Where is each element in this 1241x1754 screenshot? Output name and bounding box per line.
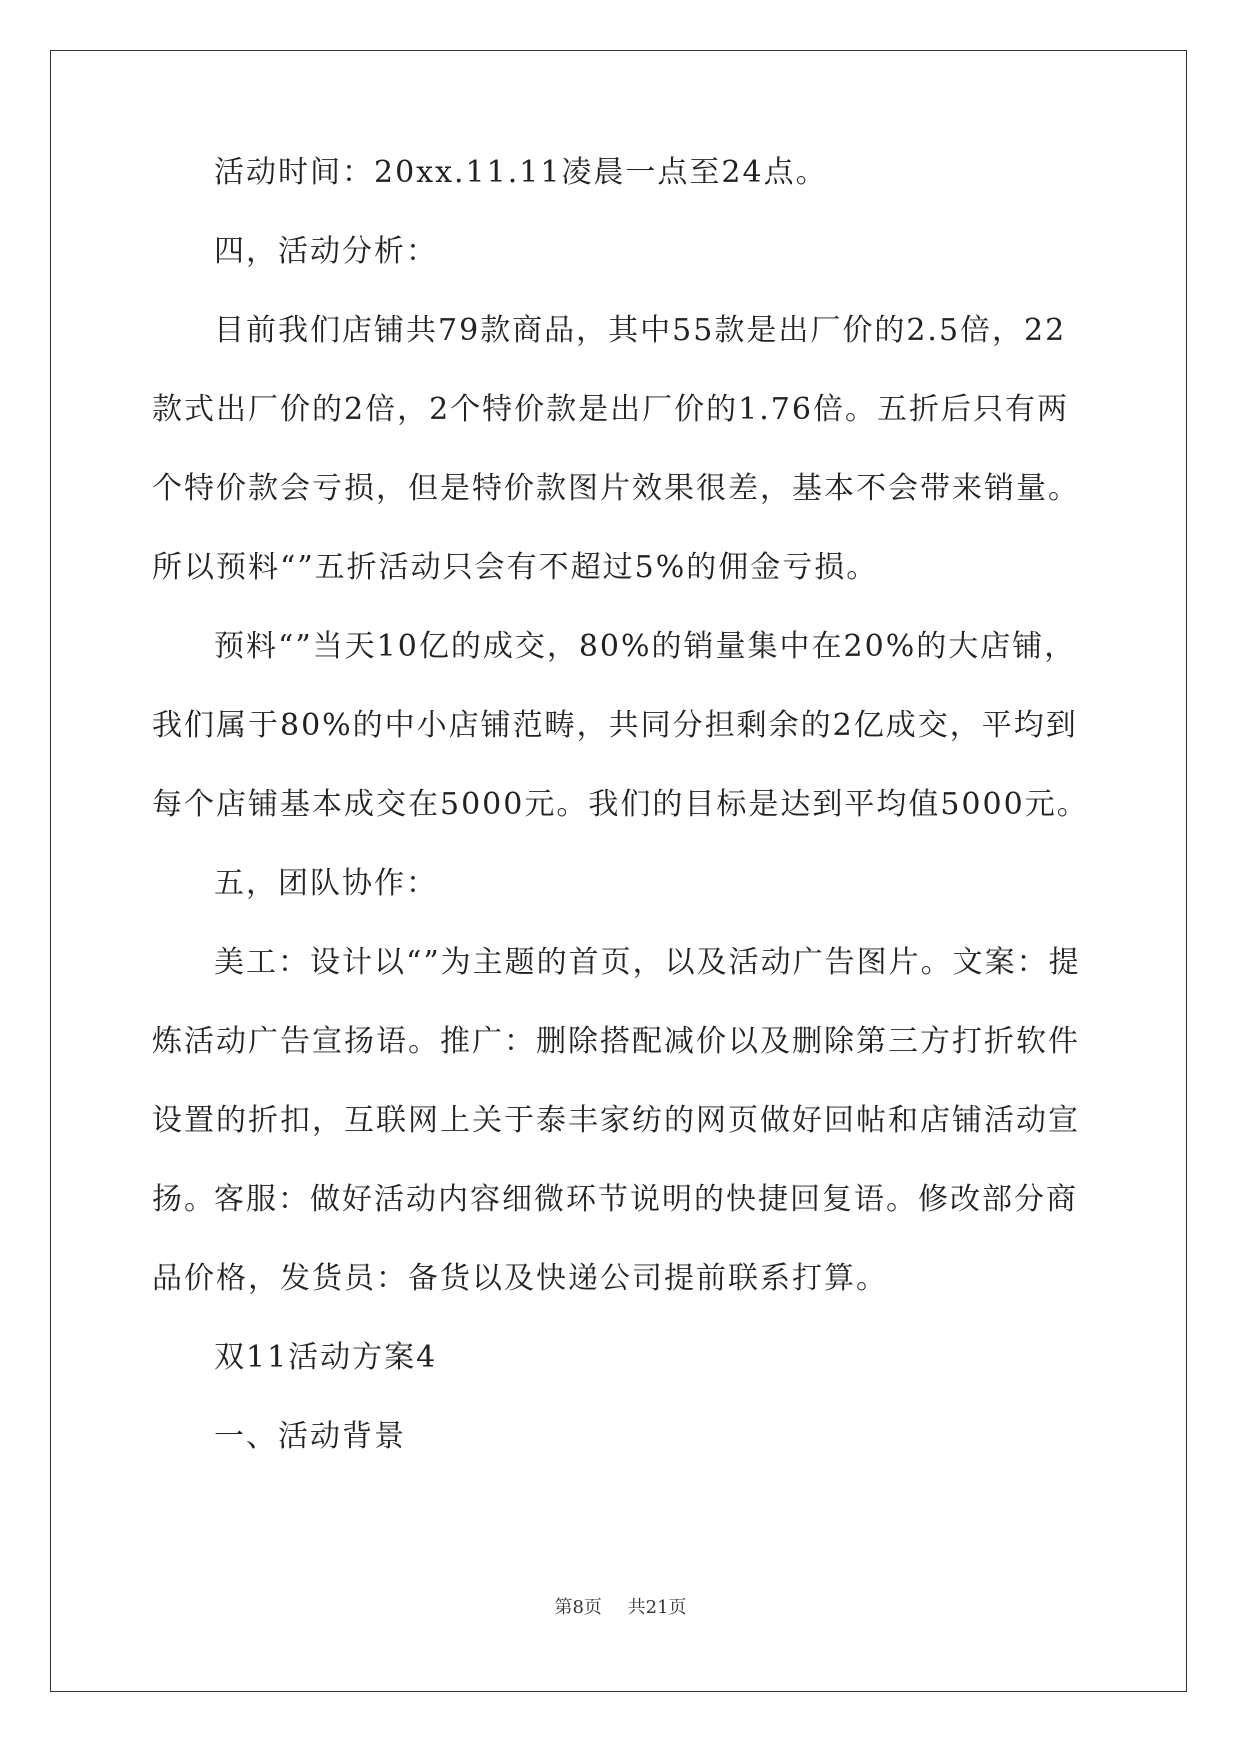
paragraph-customer-service: 客服：做好活动内容细微环节说明的快捷回复语。修改部分商品价格，发货员：备货以及快递公司提前联系打算。 (152, 1182, 1078, 1296)
paragraph-activity-time: 活动时间：20xx.11.11凌晨一点至24点。 (214, 155, 828, 190)
paragraph-design-copy-promotion: 美工：设计以“”为主题的首页，以及活动广告图片。文案：提炼活动广告宣扬语。推广：删除搭配减价以及删除第三方打折软件设置的折扣，互联网上关于泰丰家纺的网页做好回帖和店铺活动宣扬。 (152, 945, 1081, 1217)
page-total: 共21页 (627, 1597, 687, 1618)
heading-plan-4: 双11活动方案4 (214, 1340, 438, 1375)
heading-activity-background: 一、活动背景 (214, 1419, 406, 1454)
paragraph-product-analysis: 目前我们店铺共79款商品，其中55款是出厂价的2.5倍，22款式出厂价的2倍，2个特价款是出厂价的1.76倍。五折后只有两个特价款会亏损，但是特价款图片效果很差，基本不会带来销量。所以预料“”五折活动只会有不超过5%的佣金亏损。 (152, 313, 1080, 585)
paragraph-sales-forecast: 预料“”当天10亿的成交，80%的销量集中在20%的大店铺，我们属于80%的中小店铺范畴，共同分担剩余的2亿成交，平均到每个店铺基本成交在5000元。我们的目标是达到平均值5000元。 (152, 629, 1089, 822)
heading-activity-analysis: 四，活动分析： (214, 234, 438, 269)
heading-team-collaboration: 五，团队协作： (214, 866, 438, 901)
page-footer (0, 1593, 1241, 1619)
page-number: 第8页 (554, 1597, 602, 1618)
